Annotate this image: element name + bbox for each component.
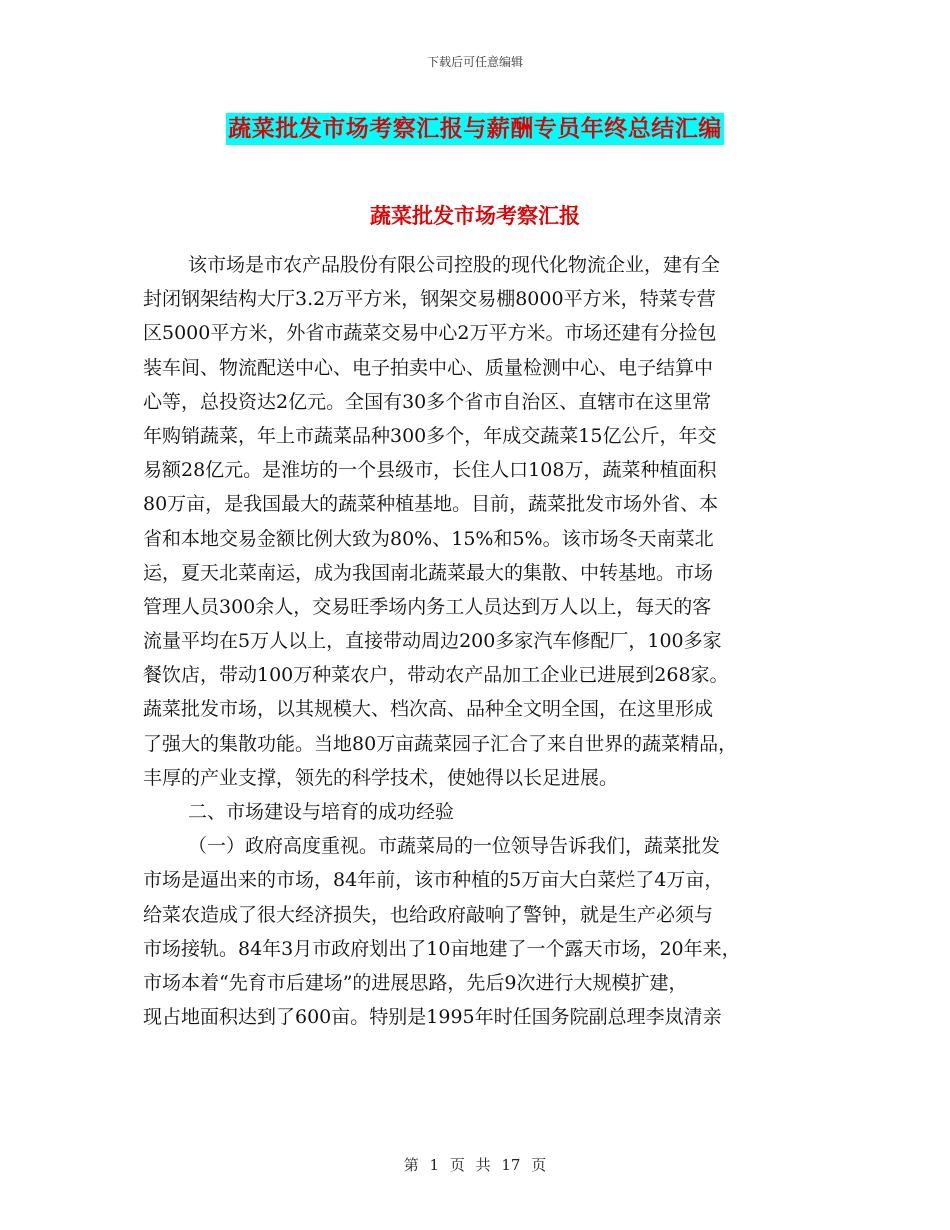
- text-line: 餐饮店，带动100万种菜农户，带动农产品加工企业已进展到268家。: [143, 664, 729, 687]
- text-line: 装车间、物流配送中心、电子拍卖中心、质量检测中心、电子结算中: [143, 356, 714, 379]
- text-line: 二、市场建设与培育的成功经验: [188, 801, 455, 823]
- text-line: 封闭钢架结构大厅3.2万平方米，钢架交易棚8000平方米，特菜专营: [143, 288, 716, 311]
- text-line: 管理人员300余人，交易旺季场内务工人员达到万人以上，每天的客: [143, 595, 712, 618]
- text-line: 现占地面积达到了600亩。特别是1995年时任国务院副总理李岚清亲: [143, 1006, 722, 1029]
- text-line: 市场本着“先育市后建场”的进展思路，先后9次进行大规模扩建，: [143, 971, 688, 994]
- document-title-container: [0, 113, 950, 145]
- text-line: 运，夏天北菜南运，成为我国南北蔬菜最大的集散、中转基地。市场: [143, 561, 714, 584]
- text-line: 心等，总投资达2亿元。全国有30多个省市自治区、直辖市在这里常: [143, 390, 712, 413]
- text-line: （一）政府高度重视。市蔬菜局的一位领导告诉我们，蔬菜批发: [188, 835, 721, 858]
- text-line: 年购销蔬菜，年上市蔬菜品种300多个，年成交蔬菜15亿公斤，年交: [143, 424, 717, 447]
- text-line: 流量平均在5万人以上，直接带动周边200多家汽车修配厂，100多家: [143, 630, 722, 653]
- body-text: [143, 248, 823, 1034]
- page-header-note: 下载后可任意编辑: [426, 55, 523, 69]
- section-title: 蔬菜批发市场考察汇报: [370, 203, 580, 228]
- text-line: 了强大的集散功能。当地80万亩蔬菜园子汇合了来自世界的蔬菜精品，: [143, 732, 738, 755]
- page-footer: 第 1 页 共 17 页: [403, 1156, 547, 1174]
- text-line: 该市场是市农产品股份有限公司控股的现代化物流企业，建有全: [188, 254, 721, 276]
- text-line: 市场接轨。84年3月市政府划出了10亩地建了一个露天市场，20年来，: [143, 937, 741, 960]
- text-line: 易额28亿元。是淮坊的一个县级市，长住人口108万，蔬菜种植面积: [143, 459, 717, 482]
- text-line: 给菜农造成了很大经济损失，也给政府敲响了警钟，就是生产必须与: [143, 903, 714, 926]
- text-line: 80万亩，是我国最大的蔬菜种植基地。目前，蔬菜批发市场外省、本: [143, 493, 719, 516]
- text-line: 蔬菜批发市场，以其规模大、档次高、品种全文明全国，在这里形成: [143, 698, 714, 721]
- document-title: 蔬菜批发市场考察汇报与薪酬专员年终总结汇编: [226, 113, 724, 145]
- text-line: 省和本地交易金额比例大致为80%、15%和5%。该市场冬天南菜北: [143, 527, 714, 550]
- text-line: 丰厚的产业支撑，领先的科学技术，使她得以长足进展。: [143, 766, 619, 789]
- text-line: 市场是逼出来的市场，84年前，该市种植的5万亩大白菜烂了4万亩，: [143, 869, 724, 892]
- text-line: 区5000平方米，外省市蔬菜交易中心2万平方米。市场还建有分捡包: [143, 322, 717, 345]
